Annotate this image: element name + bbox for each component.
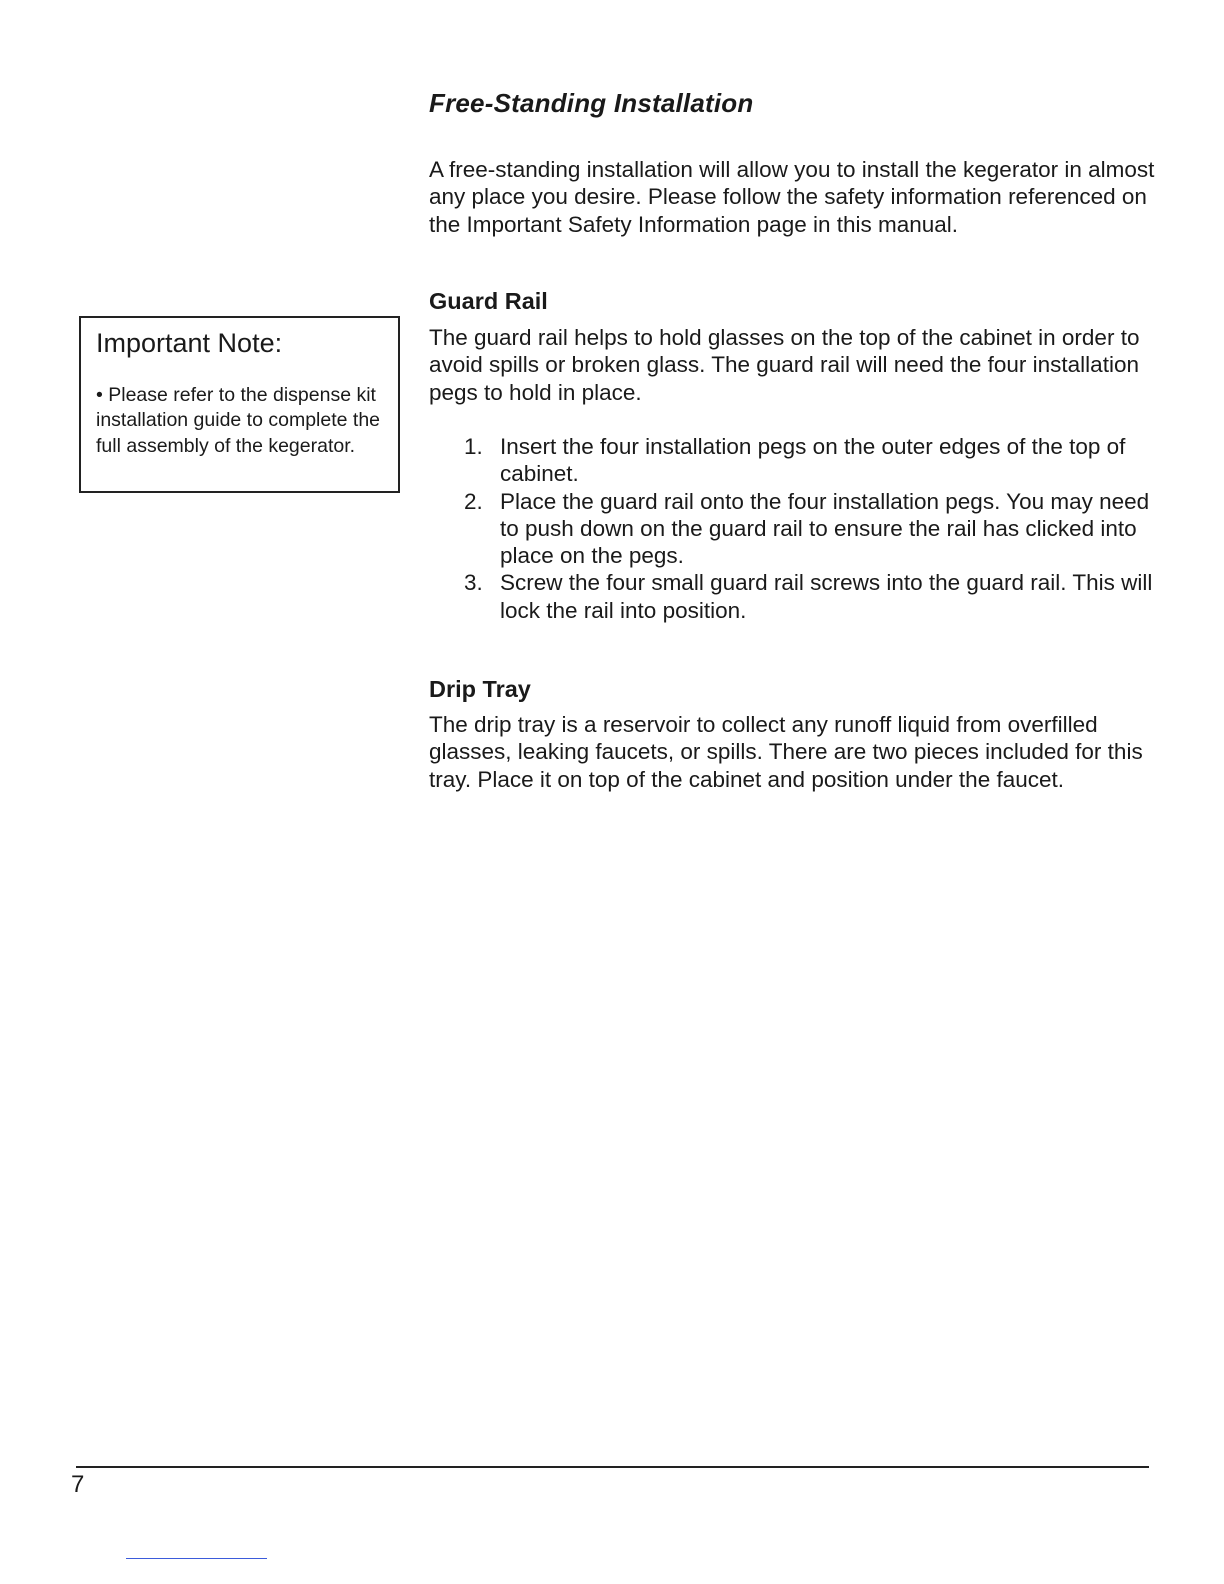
step-text: Place the guard rail onto the four installation pegs. You may need to push down on the guard rail to ensure the rail has clicked into place on the pegs. — [500, 488, 1150, 569]
link-underline — [126, 1558, 267, 1559]
step-number: 3. — [464, 570, 483, 596]
footer-divider — [76, 1466, 1149, 1468]
page-number: 7 — [71, 1471, 85, 1498]
step-item — [464, 488, 1164, 570]
step-item — [464, 569, 1164, 624]
intro-paragraph: A free-standing installation will allow you to install the kegerator in almost any place you desire. Please follow the safety information referenced on the Important Safety Information page in this manual. — [429, 157, 1155, 237]
guard-rail-steps — [464, 433, 1164, 624]
note-body: • Please refer to the dispense kit installation guide to complete the full assembly of the kegerator. — [96, 384, 381, 457]
step-number: 2. — [464, 488, 483, 514]
drip-tray-description: The drip tray is a reservoir to collect any runoff liquid from overfilled glasses, leaking faucets, or spills. There are two pieces included for this tray. Place it on top of the cabinet and position under the faucet. — [429, 712, 1143, 792]
guard-rail-heading: Guard Rail — [429, 288, 548, 314]
step-text: Insert the four installation pegs on the outer edges of the top of cabinet. — [500, 434, 1126, 487]
note-title: Important Note: — [96, 328, 283, 358]
step-text: Screw the four small guard rail screws into the guard rail. This will lock the rail into position. — [500, 570, 1153, 623]
page-title: Free-Standing Installation — [429, 88, 754, 118]
guard-rail-description: The guard rail helps to hold glasses on the top of the cabinet in order to avoid spills or broken glass. The guard rail will need the four installation pegs to hold in place. — [429, 325, 1140, 405]
step-number: 1. — [464, 434, 483, 459]
important-note-box — [79, 316, 400, 493]
drip-tray-heading: Drip Tray — [429, 676, 531, 702]
step-item — [464, 433, 1164, 488]
